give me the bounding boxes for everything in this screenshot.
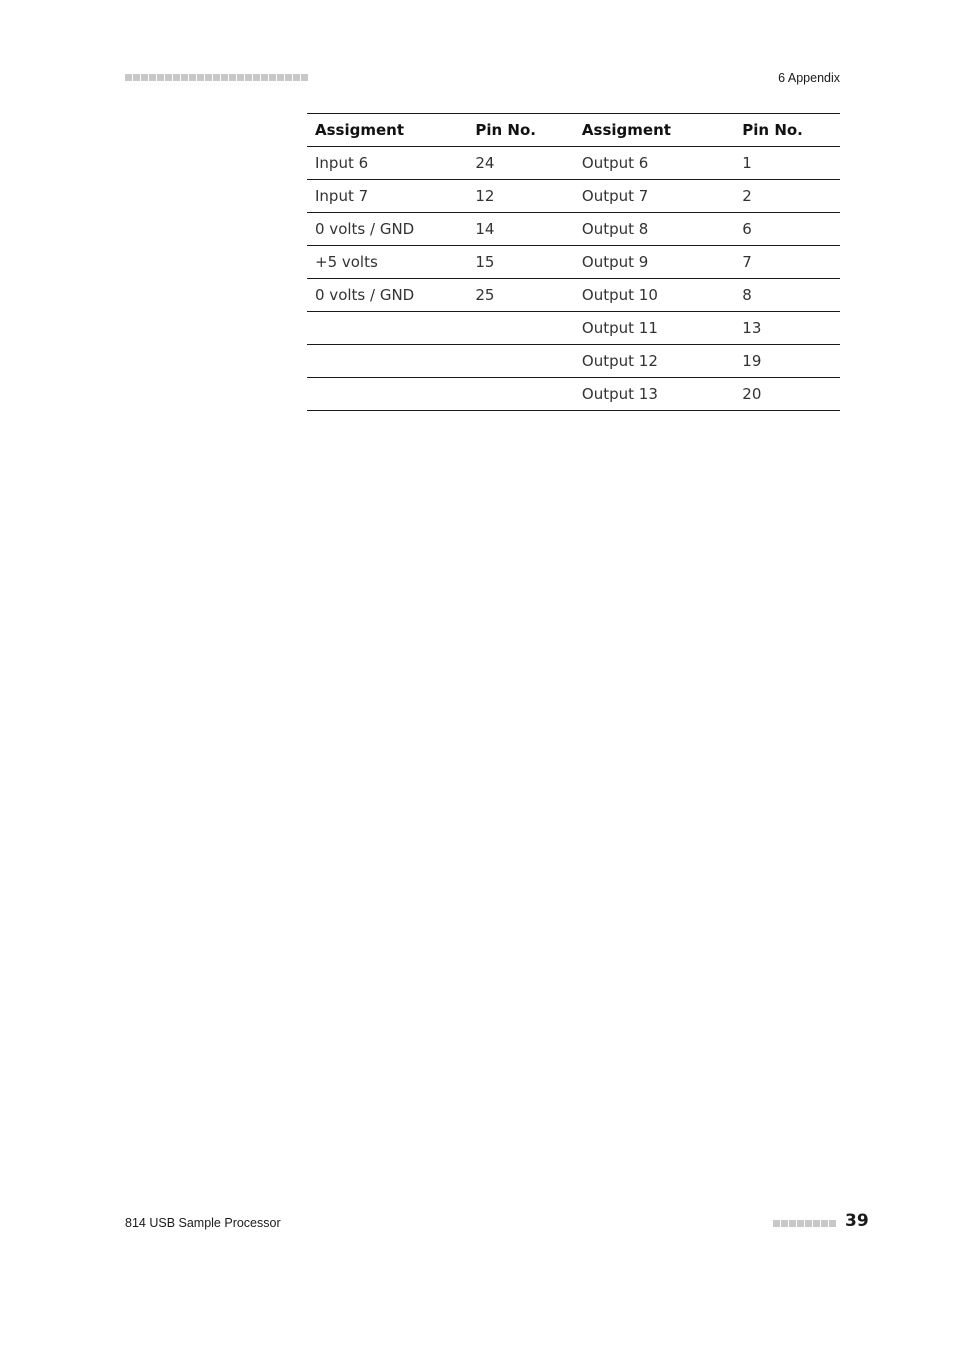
table-cell — [307, 312, 467, 345]
table-cell: 0 volts / GND — [307, 279, 467, 312]
table-cell: 12 — [467, 180, 574, 213]
table-cell: 0 volts / GND — [307, 213, 467, 246]
table-cell: Output 12 — [574, 345, 734, 378]
page-number: 39 — [845, 1211, 869, 1231]
table-cell: Output 10 — [574, 279, 734, 312]
table-row — [307, 345, 840, 378]
table-cell — [467, 378, 574, 411]
column-header-pin: Pin No. — [734, 114, 840, 147]
table-cell: 8 — [734, 279, 840, 312]
table-cell: +5 volts — [307, 246, 467, 279]
table-cell: 19 — [734, 345, 840, 378]
document-title: 814 USB Sample Processor — [125, 1216, 281, 1230]
table-header-row — [307, 114, 840, 147]
table-cell — [467, 345, 574, 378]
table-row — [307, 180, 840, 213]
footer-decoration — [773, 1220, 836, 1227]
table-cell: 1 — [734, 147, 840, 180]
table-cell: Output 6 — [574, 147, 734, 180]
table-cell: 7 — [734, 246, 840, 279]
table-row — [307, 147, 840, 180]
table-cell: Output 11 — [574, 312, 734, 345]
table-cell: 13 — [734, 312, 840, 345]
table-cell: 15 — [467, 246, 574, 279]
table-cell: 14 — [467, 213, 574, 246]
section-heading: 6 Appendix — [778, 71, 840, 85]
table-row — [307, 213, 840, 246]
table-cell: 20 — [734, 378, 840, 411]
table-cell — [307, 345, 467, 378]
table-row — [307, 378, 840, 411]
header-decoration — [125, 74, 308, 82]
table-row — [307, 312, 840, 345]
table-row — [307, 279, 840, 312]
pin-assignment-table — [307, 113, 840, 411]
table-cell: 24 — [467, 147, 574, 180]
table-row — [307, 246, 840, 279]
table-cell: 25 — [467, 279, 574, 312]
table-cell: Input 6 — [307, 147, 467, 180]
table-cell: Output 8 — [574, 213, 734, 246]
table-cell — [467, 312, 574, 345]
column-header-assignment: Assigment — [574, 114, 734, 147]
table-cell: Output 9 — [574, 246, 734, 279]
table-cell: 2 — [734, 180, 840, 213]
table-cell: Input 7 — [307, 180, 467, 213]
table-cell — [307, 378, 467, 411]
table-cell: Output 13 — [574, 378, 734, 411]
table-cell: 6 — [734, 213, 840, 246]
table-cell: Output 7 — [574, 180, 734, 213]
column-header-assignment: Assigment — [307, 114, 467, 147]
column-header-pin: Pin No. — [467, 114, 574, 147]
